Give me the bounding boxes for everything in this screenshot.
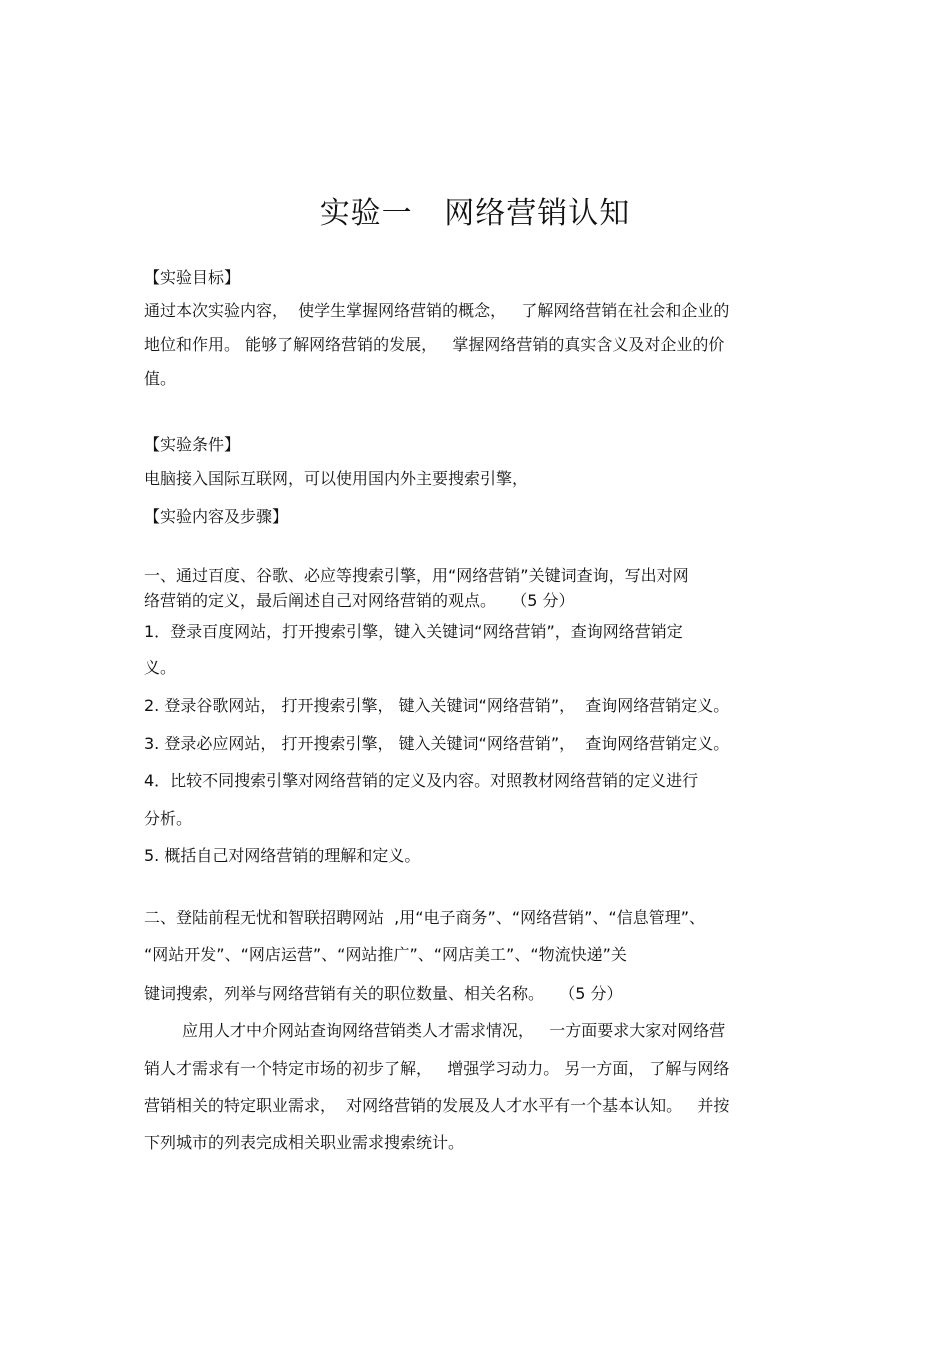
condition-line: 电脑接入国际互联网，可以使用国内外主要搜索引擎， [144, 469, 529, 488]
part1-step-4: 4．比较不同搜索引擎对网络营销的定义及内容。对照教材网络营销的定义进行 [144, 771, 699, 790]
part1-step-1-cont: 义。 [144, 658, 177, 677]
steps-heading: 【实验内容及步骤】 [144, 507, 289, 526]
part2-intro-line-2: “网站开发”、“网店运营”、“网站推广”、“网店美工”、“物流快递”关 [144, 945, 627, 964]
goal-line-1: 通过本次实验内容， 使学生掌握网络营销的概念， 了解网络营销在社会和企业的 [144, 301, 730, 320]
goal-heading: 【实验目标】 [144, 268, 241, 287]
part2-para-line-2: 销人才需求有一个特定市场的初步了解， 增强学习动力。 另一方面， 了解与网络 [144, 1059, 730, 1078]
part2-para-line-1: 应用人才中介网站查询网络营销类人才需求情况， 一方面要求大家对网络营 [182, 1021, 726, 1040]
part1-step-3: 3. 登录必应网站， 打开搜索引擎， 键入关键词“网络营销”， 查询网络营销定义。 [144, 734, 730, 753]
goal-line-3: 值。 [144, 369, 177, 388]
part2-intro-line-1: 二、登陆前程无忧和智联招聘网站 ,用“电子商务”、“网络营销”、“信息管理”、 [144, 908, 705, 927]
part1-step-4-cont: 分析。 [144, 809, 193, 828]
part2-para-line-4: 下列城市的列表完成相关职业需求搜索统计。 [144, 1133, 465, 1152]
part2-para-line-3: 营销相关的特定职业需求， 对网络营销的发展及人才水平有一个基本认知。 并按 [144, 1096, 730, 1115]
condition-heading: 【实验条件】 [144, 435, 241, 454]
part1-step-5: 5. 概括自己对网络营销的理解和定义。 [144, 846, 421, 865]
part1-intro-line-2: 络营销的定义，最后阐述自己对网络营销的观点。 （5 分） [144, 591, 575, 610]
part2-intro-line-3: 键词搜索，列举与网络营销有关的职位数量、相关名称。 （5 分） [144, 984, 623, 1003]
part1-step-1: 1．登录百度网站，打开搜索引擎，键入关键词“网络营销”，查询网络营销定 [144, 622, 683, 641]
page-title: 实验一 网络营销认知 [319, 196, 631, 231]
goal-line-2: 地位和作用。 能够了解网络营销的发展， 掌握网络营销的真实含义及对企业的价 [144, 335, 725, 354]
part1-step-2: 2. 登录谷歌网站， 打开搜索引擎， 键入关键词“网络营销”， 查询网络营销定义。 [144, 696, 730, 715]
part1-intro-line-1: 一、通过百度、谷歌、必应等搜索引擎，用“网络营销”关键词查询，写出对网 [144, 566, 689, 585]
